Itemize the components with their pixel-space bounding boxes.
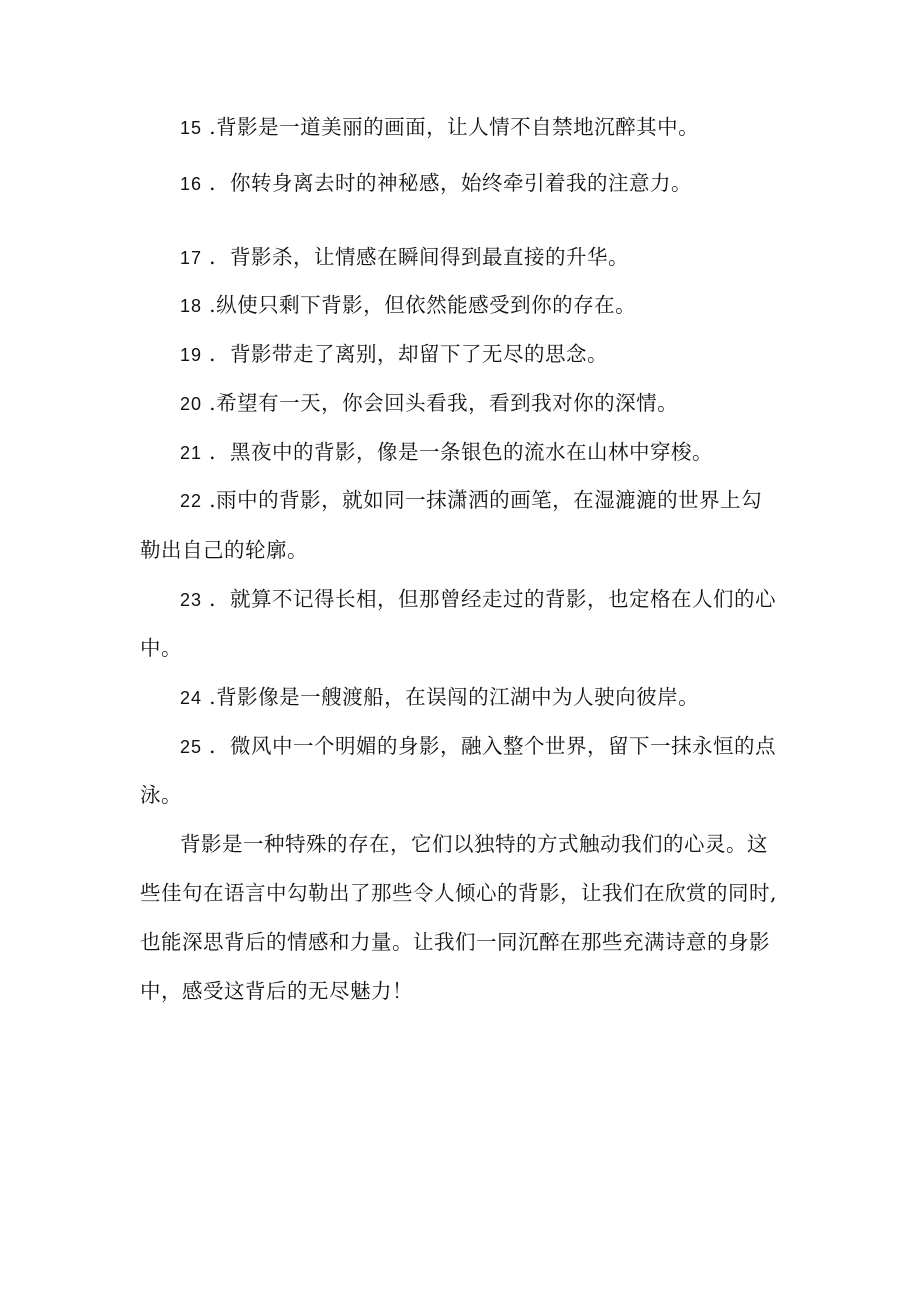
list-item-line bbox=[140, 437, 795, 467]
item-text: ．背影带走了离别，却留下了无尽的思念。 bbox=[209, 342, 609, 366]
item-text: ．背影杀，让情感在瞬间得到最直接的升华。 bbox=[209, 245, 630, 269]
item-number: 20 bbox=[180, 394, 203, 414]
list-item-line bbox=[140, 112, 795, 142]
item-text: ．微风中一个明媚的身影，融入整个世界，留下一抹永恒的点 bbox=[209, 734, 777, 758]
item-number: 23 bbox=[180, 590, 203, 610]
list-item-23-continuation bbox=[140, 633, 795, 663]
item-text: .背影像是一艘渡船，在误闯的江湖中为人驶向彼岸。 bbox=[209, 685, 700, 709]
list-item-line bbox=[140, 242, 795, 272]
item-number: 15 bbox=[180, 118, 203, 138]
closing-paragraph-line-3 bbox=[140, 927, 795, 957]
paragraph-line: 中，感受这背后的无尽魅力！ bbox=[140, 979, 413, 1003]
list-item-23 bbox=[140, 584, 795, 614]
item-number: 19 bbox=[180, 345, 203, 365]
item-text: 中。 bbox=[140, 636, 182, 660]
paragraph-line: 背影是一种特殊的存在，它们以独特的方式触动我们的心灵。这 bbox=[180, 832, 768, 856]
list-item-line bbox=[140, 339, 795, 369]
list-item-line bbox=[140, 584, 795, 614]
item-text: ．你转身离去时的神秘感，始终牵引着我的注意力。 bbox=[209, 171, 693, 195]
item-text: ．黑夜中的背影，像是一条银色的流水在山林中穿梭。 bbox=[209, 440, 714, 464]
list-item-15 bbox=[140, 112, 795, 142]
item-number: 17 bbox=[180, 248, 203, 268]
list-item-25-continuation bbox=[140, 780, 795, 810]
list-item-line bbox=[140, 290, 795, 320]
list-item-24 bbox=[140, 682, 795, 712]
closing-paragraph-line-4 bbox=[140, 976, 795, 1006]
closing-paragraph-line-2 bbox=[140, 878, 795, 908]
item-text: 泳。 bbox=[140, 783, 182, 807]
closing-paragraph bbox=[140, 829, 795, 859]
item-number: 18 bbox=[180, 296, 203, 316]
item-text: .希望有一天，你会回头看我，看到我对你的深情。 bbox=[209, 391, 679, 415]
list-item-18 bbox=[140, 290, 795, 320]
item-number: 24 bbox=[180, 688, 203, 708]
list-item-line bbox=[140, 168, 795, 198]
list-item-22-continuation bbox=[140, 535, 795, 565]
list-item-21 bbox=[140, 437, 795, 467]
list-item-20 bbox=[140, 388, 795, 418]
item-text: .背影是一道美丽的画面，让人情不自禁地沉醉其中。 bbox=[209, 115, 700, 139]
list-item-line bbox=[140, 388, 795, 418]
item-text: ．就算不记得长相，但那曾经走过的背影，也定格在人们的心 bbox=[209, 587, 777, 611]
list-item-25 bbox=[140, 731, 795, 761]
item-text: .纵使只剩下背影，但依然能感受到你的存在。 bbox=[209, 293, 637, 317]
list-item-line bbox=[140, 485, 795, 515]
item-number: 16 bbox=[180, 174, 203, 194]
item-number: 22 bbox=[180, 491, 203, 511]
paragraph-line: 些佳句在语言中勾勒出了那些令人倾心的背影，让我们在欣赏的同时, bbox=[140, 881, 778, 905]
list-item-17 bbox=[140, 242, 795, 272]
item-number: 25 bbox=[180, 737, 203, 757]
list-item-22 bbox=[140, 485, 795, 515]
item-number: 21 bbox=[180, 443, 203, 463]
item-text: .雨中的背影，就如同一抹潇洒的画笔，在湿漉漉的世界上勾 bbox=[209, 488, 763, 512]
item-text: 勒出自己的轮廓。 bbox=[140, 538, 308, 562]
list-item-16 bbox=[140, 168, 795, 198]
list-item-19 bbox=[140, 339, 795, 369]
list-item-line bbox=[140, 682, 795, 712]
list-item-line bbox=[140, 731, 795, 761]
paragraph-line: 也能深思背后的情感和力量。让我们一同沉醉在那些充满诗意的身影 bbox=[140, 930, 770, 954]
